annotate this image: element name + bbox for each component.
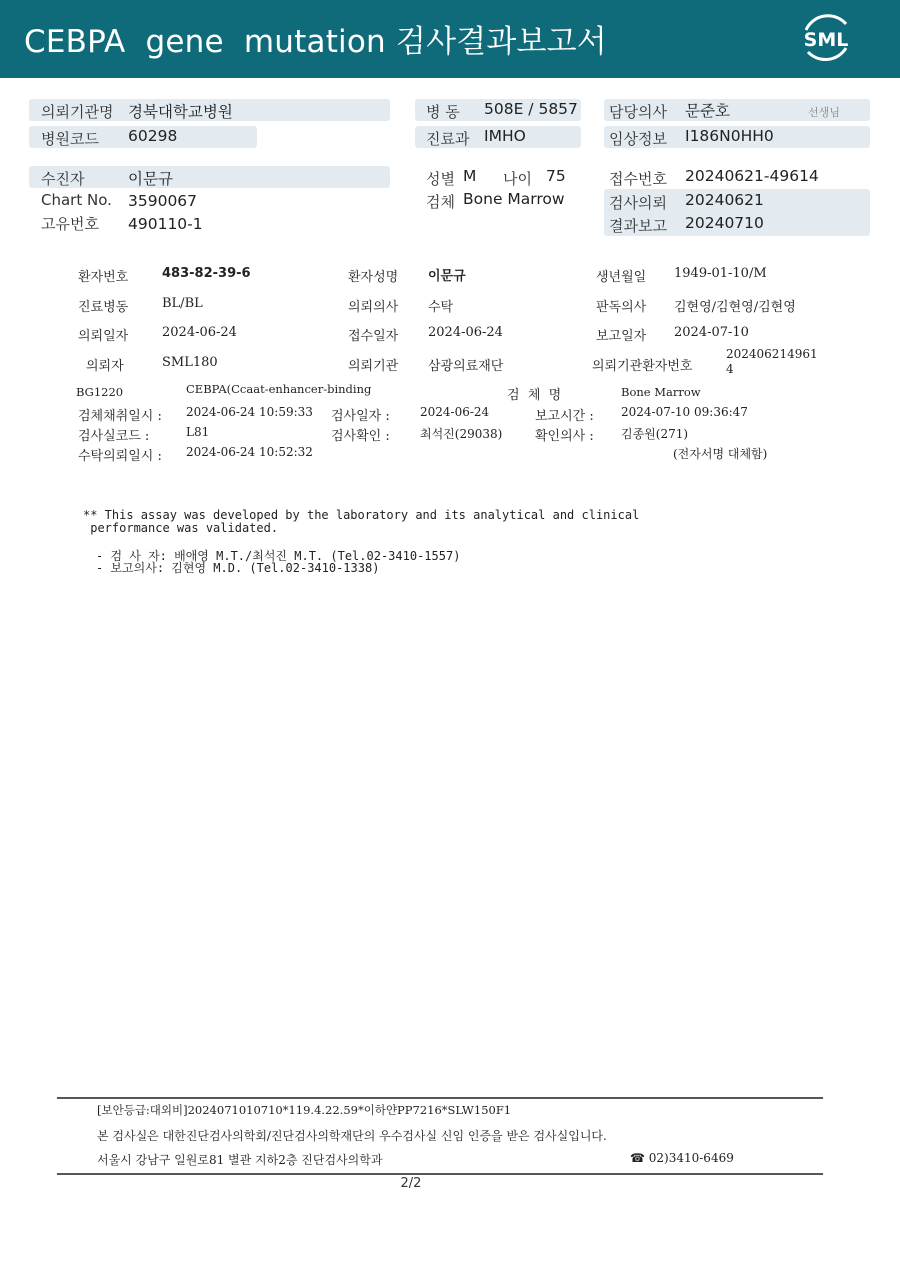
form-test-code: BG1220 [76,385,124,399]
form-patient-no: 483-82-39-6 [162,266,251,281]
form-outsource: 2024-06-24 10:52:32 [186,445,313,459]
hospital-code-label: 병원코드 [41,130,99,148]
uid-value: 490110-1 [128,215,203,233]
footer-security: [보안등급:대외비]2024071010710*119.4.22.59*이하얀PP7216*SLW150F1 [97,1103,512,1117]
form-req-doctor: 수탁 [428,300,454,315]
specimen-label: 검체 [426,193,455,211]
doctor-value: 문준호 [685,102,730,120]
form-ward-label: 진료병동 [78,300,129,315]
footer-address: 서울시 강남구 일원로81 별관 지하2층 진단검사의학과 [97,1153,383,1167]
footer-top-rule [57,1097,823,1099]
sex-value: M [463,167,477,185]
hospital-code: 60298 [128,127,178,145]
form-collect: 2024-06-24 10:59:33 [186,405,313,419]
test-request-label: 검사의뢰 [609,194,667,212]
form-req-date-label: 의뢰일자 [78,329,129,344]
form-patient-no-label: 환자번호 [78,270,129,285]
form-report-time: 2024-07-10 09:36:47 [621,405,748,419]
form-esign: (전자서명 대체함) [673,447,768,461]
footer-cert: 본 검사실은 대한진단검사의학회/진단검사의학재단의 우수검사실 신임 인증을 받은 검사실입니다. [97,1129,607,1143]
request-org-label: 의뢰기관명 [41,103,114,121]
result-report-label: 결과보고 [609,217,667,235]
age-label: 나이 [503,170,532,188]
form-dob: 1949-01-10/M [674,266,767,281]
form-test-date: 2024-06-24 [420,405,490,419]
footer-bottom-rule [57,1173,823,1175]
form-outsource-label: 수탁의뢰일시 : [78,449,162,464]
form-reader: 김현영/김현영/김현영 [674,300,796,315]
form-patient-name: 이문규 [428,269,466,284]
receipt-no-value: 20240621-49614 [685,167,819,185]
sex-label: 성별 [426,170,455,188]
form-ward: BL/BL [162,296,203,311]
form-report-time-label: 보고시간 : [535,409,594,424]
patient-label: 수진자 [41,170,85,188]
form-confirm-doc: 김종원(271) [621,427,689,441]
clinical-value: I186N0HH0 [685,127,774,145]
patient-value: 이문규 [128,170,173,188]
form-test-date-label: 검사일자 : [331,409,390,424]
chart-label: Chart No. [41,191,112,209]
clinical-label: 임상정보 [609,130,667,148]
form-req-date: 2024-06-24 [162,325,237,340]
form-requester: SML180 [162,355,218,370]
form-req-org-pt-label: 의뢰기관환자번호 [592,359,693,374]
form-rep-date: 2024-07-10 [674,325,749,340]
form-confirm: 최석진(29038) [420,427,503,441]
assay-note-line1: ** This assay was developed by the laboratory and its analytical and clinical [83,508,640,522]
form-collect-label: 검체채취일시 : [78,409,162,424]
report-title: CEBPA gene mutation 검사결과보고서 [24,24,607,60]
form-lab-code-label: 검사실코드 : [78,429,150,444]
report-header [0,0,900,78]
form-rec-date-label: 접수일자 [348,329,399,344]
form-patient-name-label: 환자성명 [348,270,399,285]
form-requester-label: 의뢰자 [86,359,124,374]
doctor-suffix: 선생님 [808,106,840,119]
tester-line: - 검 사 자: 배애영 M.T./최석진 M.T. (Tel.02-3410-1557) [96,549,461,563]
result-report-value: 20240710 [685,214,764,232]
form-lab-code: L81 [186,425,210,439]
form-specimen-name: Bone Marrow [621,385,701,399]
doctor-label: 담당의사 [609,103,667,121]
form-req-org-pt-line1: 202406214961 [726,347,818,361]
dept-value: IMHO [484,127,526,145]
form-specimen-name-label: 검 체 명 [507,388,562,403]
form-rep-date-label: 보고일자 [596,329,647,344]
age-value: 75 [546,167,566,185]
sml-logo-icon [796,10,856,66]
test-request-value: 20240621 [685,191,764,209]
form-test-name: CEBPA(Ccaat-enhancer-binding [186,382,372,396]
footer-phone: ☎ 02)3410-6469 [630,1151,734,1165]
chart-value: 3590067 [128,192,198,210]
reporter-line: - 보고의사: 김현영 M.D. (Tel.02-3410-1338) [96,561,380,575]
ward-label: 병 동 [426,103,460,121]
dept-label: 진료과 [426,130,470,148]
receipt-no-label: 접수번호 [609,170,667,188]
logo-text: SML [803,29,849,51]
assay-note-line2: performance was validated. [83,521,279,535]
form-reader-label: 판독의사 [596,300,647,315]
form-dob-label: 생년월일 [596,270,647,285]
form-rec-date: 2024-06-24 [428,325,503,340]
uid-label: 고유번호 [41,215,99,233]
form-req-org-pt-line2: 4 [726,362,734,376]
form-confirm-doc-label: 확인의사 : [535,429,594,444]
form-req-doctor-label: 의뢰의사 [348,300,399,315]
page-number: 2/2 [400,1176,422,1191]
form-confirm-label: 검사확인 : [331,429,390,444]
request-org: 경북대학교병원 [128,103,233,121]
specimen-value: Bone Marrow [463,190,565,208]
form-req-org: 삼광의료재단 [428,359,504,374]
form-req-org-label: 의뢰기관 [348,359,399,374]
ward-value: 508E / 5857 [484,100,578,118]
